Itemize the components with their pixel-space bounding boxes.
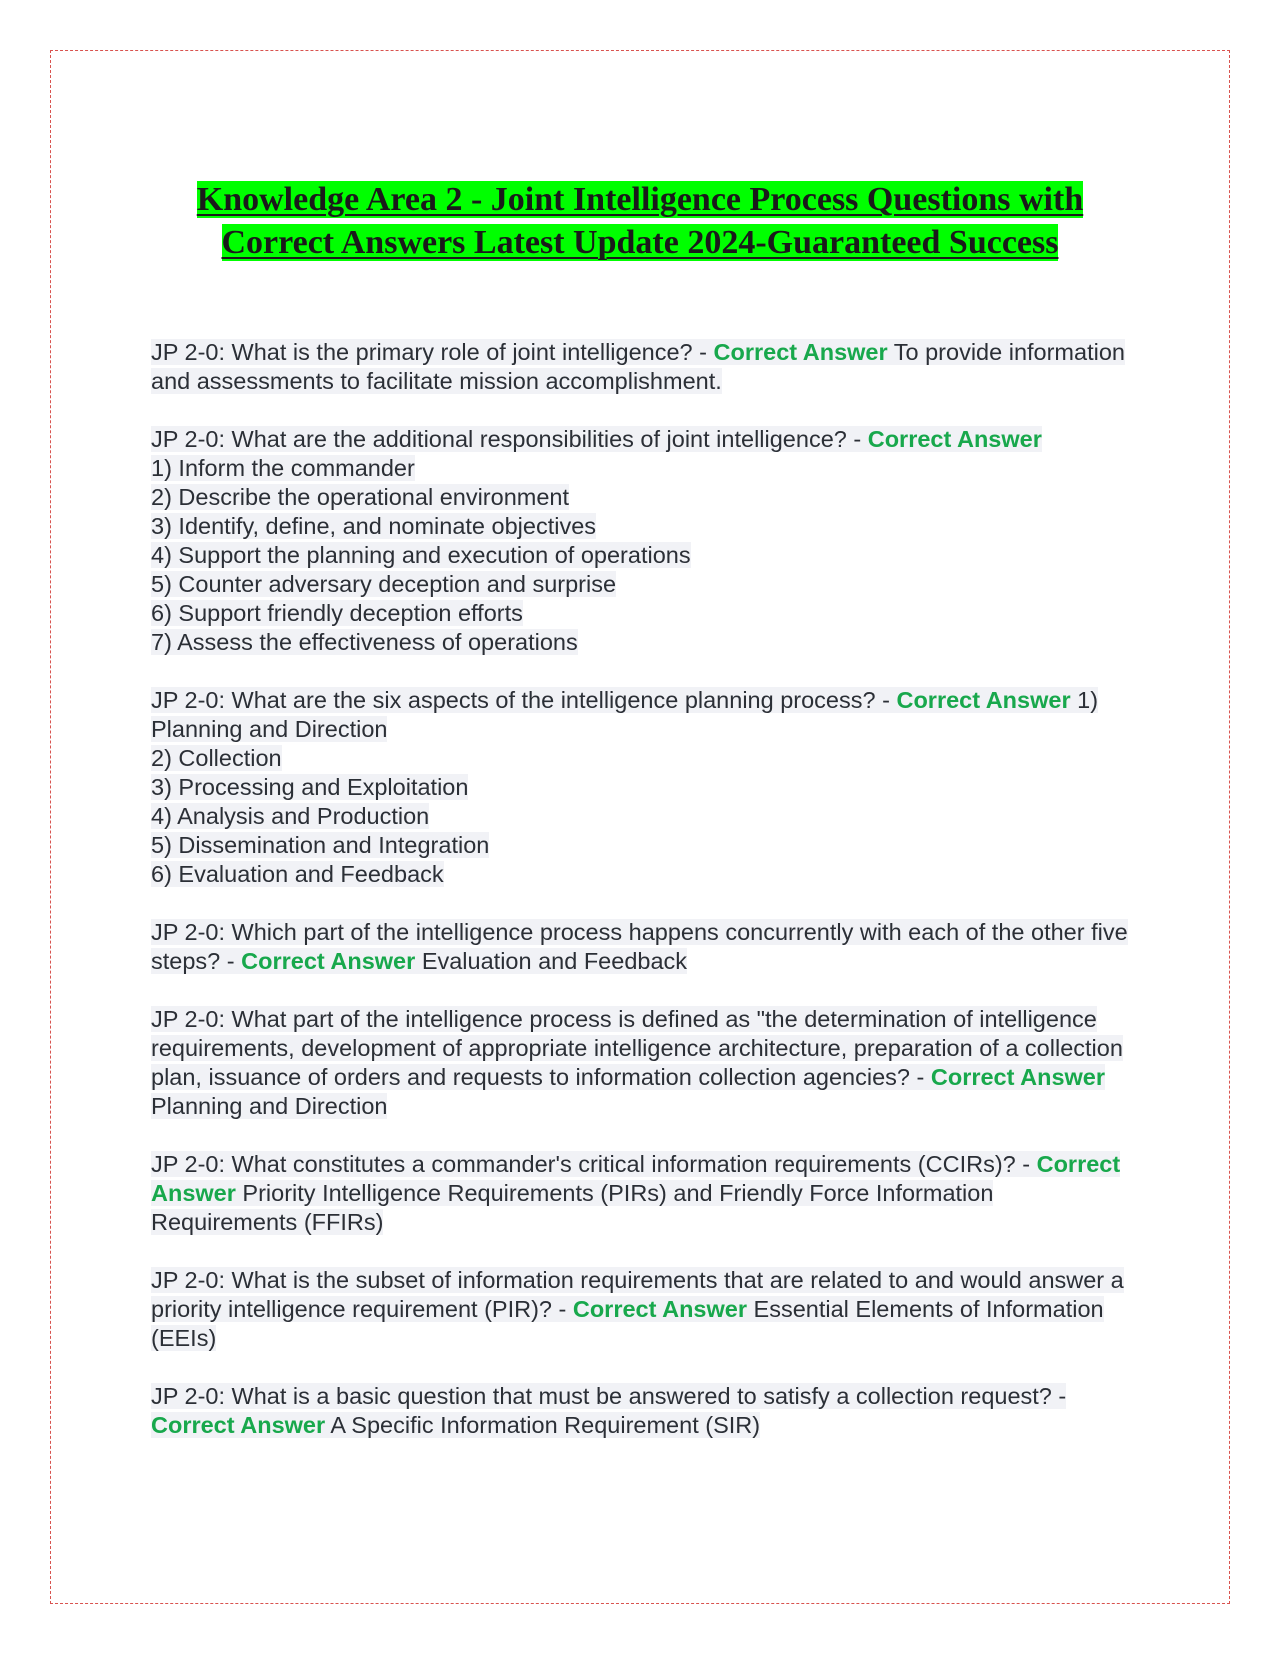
document-title	[150, 178, 1130, 264]
question-text: JP 2-0: What is a basic question that must be answered to satisfy a collection request?	[151, 1383, 1052, 1409]
qa-item	[151, 686, 1141, 889]
correct-answer-label: Correct Answer	[151, 1151, 1121, 1206]
separator: -	[1051, 1383, 1067, 1409]
question-text: JP 2-0: Which part of the intelligence process happens concurrently with each of the other five steps?	[151, 919, 1128, 974]
question-text: JP 2-0: What part of the intelligence process is defined as "the determination of intelligence requirements, development of appropriate intelligence architecture, preparation of a collection plan, issuance of orders and requests to information collection agencies?	[151, 1006, 1123, 1090]
correct-answer-label: Correct Answer	[896, 687, 1071, 713]
answer-line: 2) Collection	[151, 745, 282, 771]
separator: -	[909, 1064, 931, 1090]
separator: -	[846, 426, 868, 452]
answer-line: 4) Analysis and Production	[151, 803, 430, 829]
question-text: JP 2-0: What constitutes a commander's critical information requirements (CCIRs)?	[151, 1151, 1016, 1177]
separator: -	[875, 687, 897, 713]
separator: -	[551, 1296, 573, 1322]
answer-line: 7) Assess the effectiveness of operations	[151, 629, 578, 655]
qa-item	[151, 338, 1141, 396]
answer-line: 5) Dissemination and Integration	[151, 832, 490, 858]
answer-line: 6) Evaluation and Feedback	[151, 861, 444, 887]
answer-text: 1) Planning and Direction	[151, 687, 1099, 742]
qa-item	[151, 1150, 1141, 1237]
answer-text: A Specific Information Requirement (SIR)	[330, 1412, 761, 1438]
question-text: JP 2-0: What are the additional responsibilities of joint intelligence?	[151, 426, 847, 452]
qa-item	[151, 1266, 1141, 1353]
qa-list	[151, 338, 1141, 1469]
correct-answer-label: Correct Answer	[572, 1296, 747, 1322]
answer-text: Planning and Direction	[151, 1093, 388, 1119]
qa-item	[151, 1382, 1141, 1440]
answer-line: 4) Support the planning and execution of operations	[151, 542, 691, 568]
answer-line: 5) Counter adversary deception and surprise	[151, 571, 617, 597]
separator: -	[220, 948, 242, 974]
separator: -	[692, 339, 714, 365]
answer-text: To provide information and assessments to facilitate mission accomplishment.	[151, 339, 1125, 394]
answer-text: Evaluation and Feedback	[421, 948, 688, 974]
correct-answer-label: Correct Answer	[151, 1412, 326, 1438]
correct-answer-label: Correct Answer	[241, 948, 416, 974]
question-text: JP 2-0: What is the subset of information requirements that are related to and would answer a priority intelligence requirement (PIR)?	[151, 1267, 1124, 1322]
answer-text: Priority Intelligence Requirements (PIRs) and Friendly Force Information Requirements (FFIRs)	[151, 1180, 994, 1235]
correct-answer-label: Correct Answer	[930, 1064, 1106, 1090]
document-title-text: Knowledge Area 2 - Joint Intelligence Process Questions with Correct Answers Latest Update 2024-Guaranteed Success	[196, 181, 1084, 261]
correct-answer-label: Correct Answer	[713, 339, 888, 365]
answer-line: 3) Processing and Exploitation	[151, 774, 469, 800]
question-text: JP 2-0: What are the six aspects of the intelligence planning process?	[151, 687, 876, 713]
answer-line: 3) Identify, define, and nominate objectives	[151, 513, 597, 539]
separator: -	[1015, 1151, 1037, 1177]
qa-item	[151, 425, 1141, 657]
answer-line: 6) Support friendly deception efforts	[151, 600, 523, 626]
question-text: JP 2-0: What is the primary role of joint intelligence?	[151, 339, 693, 365]
qa-item	[151, 1005, 1141, 1121]
answer-text: Essential Elements of Information (EEIs)	[151, 1296, 1104, 1351]
correct-answer-label: Correct Answer	[867, 426, 1042, 452]
answer-line: 1) Inform the commander	[151, 455, 415, 481]
qa-item	[151, 918, 1141, 976]
answer-line: 2) Describe the operational environment	[151, 484, 570, 510]
